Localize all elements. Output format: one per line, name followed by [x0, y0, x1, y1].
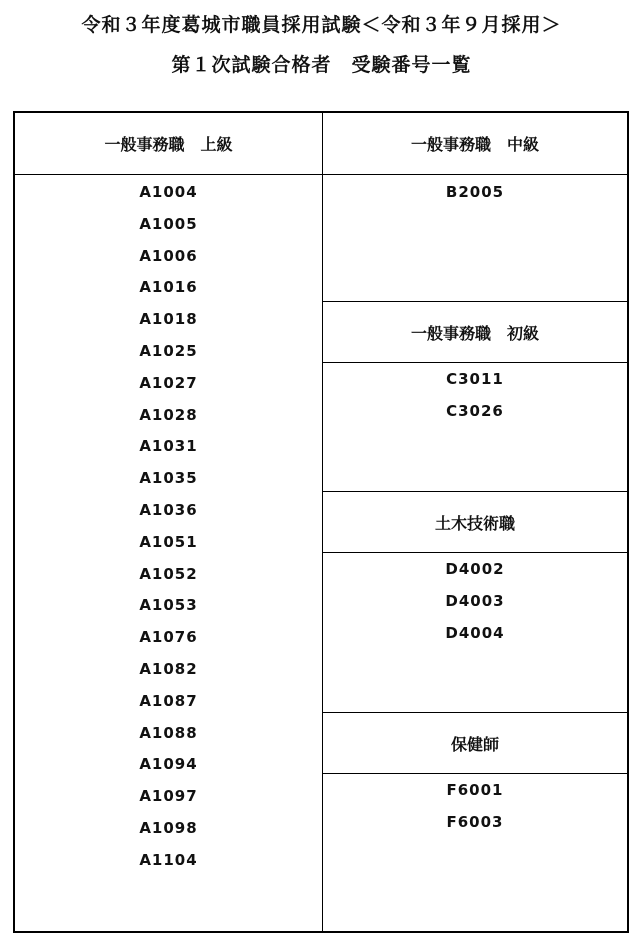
- exam-number: A1016: [139, 278, 198, 297]
- exam-number: A1031: [139, 437, 198, 456]
- exam-number: A1097: [139, 787, 198, 806]
- exam-number: A1082: [139, 659, 198, 678]
- header-doboku: 土木技術職: [323, 491, 627, 553]
- exam-number: D4002: [445, 560, 505, 578]
- header-jokyu: 一般事務職 上級: [15, 113, 322, 175]
- exam-number: A1076: [139, 628, 198, 647]
- list-hokenshi: [323, 775, 627, 839]
- exam-number: A1104: [139, 850, 198, 869]
- exam-number: A1087: [139, 691, 198, 710]
- results-table: [13, 111, 629, 933]
- exam-number: A1006: [139, 246, 198, 265]
- exam-number: A1005: [139, 214, 198, 233]
- page-title: 令和３年度葛城市職員採用試験＜令和３年９月採用＞: [81, 14, 562, 36]
- exam-number: A1028: [139, 405, 198, 424]
- exam-number: A1027: [139, 373, 198, 392]
- header-chukyu: 一般事務職 中級: [323, 113, 627, 175]
- exam-number: A1018: [139, 310, 198, 329]
- exam-number: C3011: [446, 370, 504, 388]
- column-jokyu: [15, 113, 323, 931]
- exam-number: A1098: [139, 818, 198, 837]
- exam-number: A1051: [139, 532, 198, 551]
- exam-number: A1094: [139, 755, 198, 774]
- page-subtitle: 第１次試験合格者 受験番号一覧: [171, 54, 472, 76]
- list-doboku: [323, 554, 627, 649]
- exam-number: A1053: [139, 596, 198, 615]
- column-right: [323, 113, 627, 931]
- exam-number: A1025: [139, 341, 198, 360]
- exam-number: B2005: [445, 183, 505, 201]
- header-hokenshi: 保健師: [323, 712, 627, 774]
- exam-number: A1035: [139, 469, 198, 488]
- exam-number: A1052: [139, 564, 198, 583]
- exam-number: A1004: [139, 183, 198, 201]
- list-shokyu: [323, 364, 627, 428]
- exam-number: C3026: [446, 401, 504, 420]
- header-shokyu: 一般事務職 初級: [323, 301, 627, 363]
- exam-number: D4004: [445, 623, 505, 642]
- exam-number: F6003: [446, 812, 504, 831]
- exam-number: A1088: [139, 723, 198, 742]
- exam-number: A1036: [139, 500, 198, 519]
- list-jokyu: [15, 177, 322, 877]
- exam-number: D4003: [445, 591, 505, 610]
- list-chukyu: [323, 177, 627, 209]
- exam-number: F6001: [446, 781, 504, 799]
